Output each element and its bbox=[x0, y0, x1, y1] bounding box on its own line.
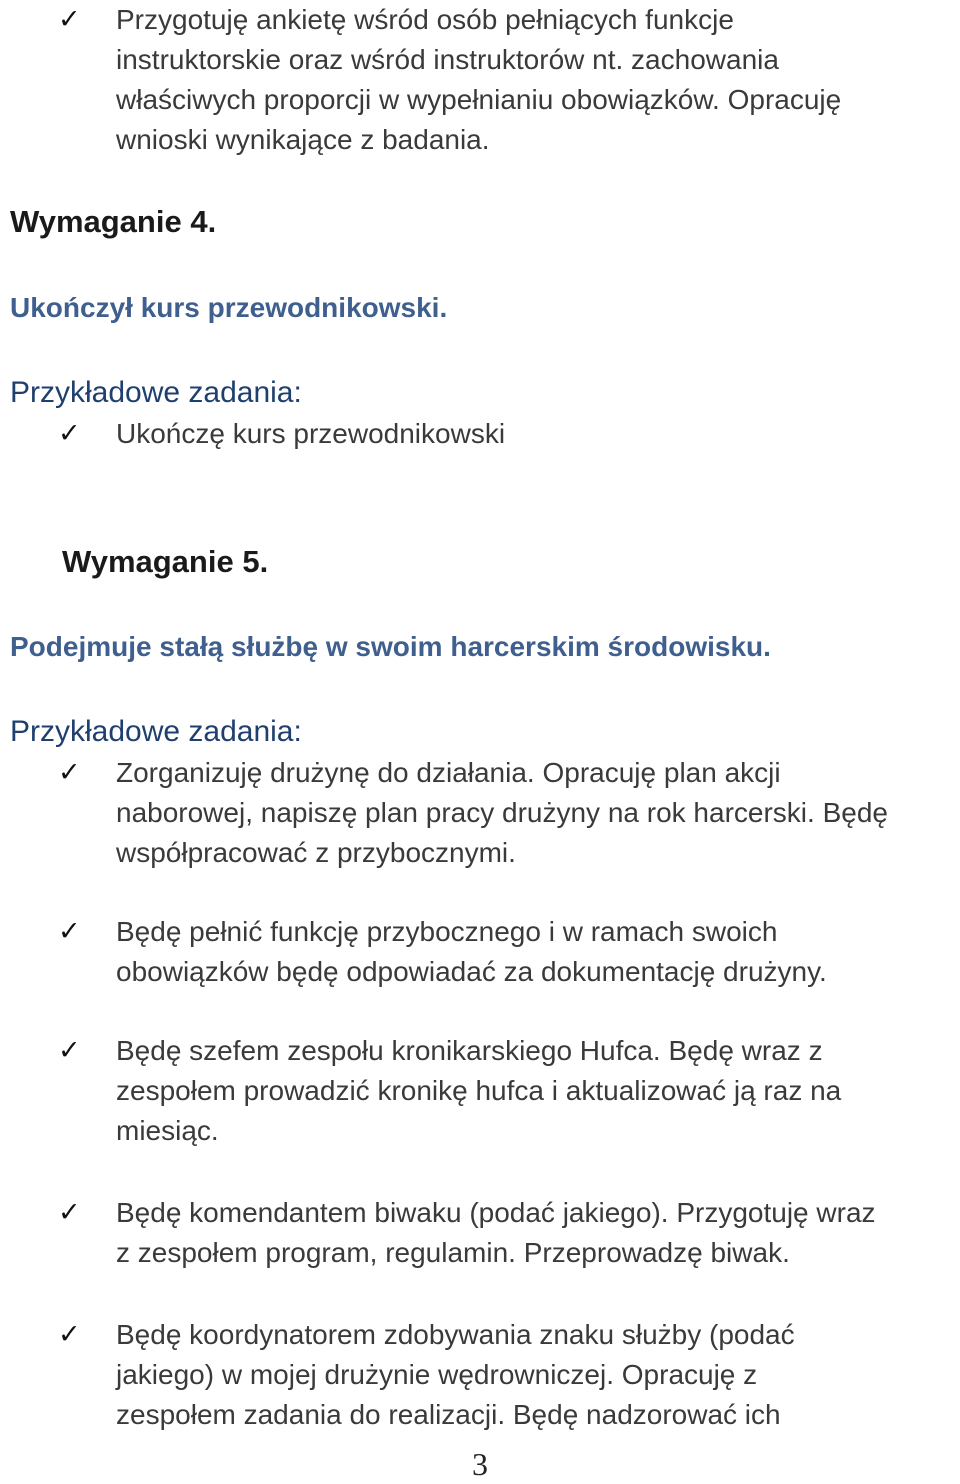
examples-label: Przykładowe zadania: bbox=[10, 376, 302, 409]
list-item-text bbox=[116, 0, 960, 160]
text-line: z zespołem program, regulamin. Przeprowadzę biwak. bbox=[116, 1237, 790, 1268]
checkmark-icon: ✓ bbox=[58, 4, 81, 35]
checkmark-icon: ✓ bbox=[58, 757, 81, 788]
text-line: zespołem prowadzić kronikę hufca i aktualizować ją raz na bbox=[116, 1075, 842, 1106]
text-line: miesiąc. bbox=[116, 1115, 219, 1146]
text-line: jakiego) w mojej drużynie wędrowniczej. Opracuję z bbox=[116, 1359, 758, 1390]
text-line: Przygotuję ankietę wśród osób pełniących funkcje bbox=[116, 4, 734, 35]
list-item-text bbox=[116, 1315, 960, 1435]
requirement-subtitle: Ukończył kurs przewodnikowski. bbox=[10, 292, 448, 323]
text-line: Ukończę kurs przewodnikowski bbox=[116, 418, 506, 449]
requirement-subtitle: Podejmuje stałą służbę w swoim harcerskim środowisku. bbox=[10, 631, 771, 662]
text-line: obowiązków będę odpowiadać za dokumentację drużyny. bbox=[116, 956, 827, 987]
text-line: Będę komendantem biwaku (podać jakiego). Przygotuję wraz bbox=[116, 1197, 876, 1228]
text-line: Będę szefem zespołu kronikarskiego Hufca. Będę wraz z bbox=[116, 1035, 823, 1066]
checkmark-icon: ✓ bbox=[58, 916, 81, 947]
list-item-text bbox=[116, 1193, 960, 1273]
list-item-text bbox=[116, 753, 960, 873]
text-line: Będę pełnić funkcję przybocznego i w ramach swoich bbox=[116, 916, 778, 947]
text-line: instruktorskie oraz wśród instruktorów nt. zachowania bbox=[116, 44, 779, 75]
checkmark-icon: ✓ bbox=[58, 418, 81, 449]
requirement-heading: Wymaganie 5. bbox=[62, 544, 269, 579]
list-item-text bbox=[116, 1031, 960, 1151]
requirement-heading: Wymaganie 4. bbox=[10, 204, 217, 239]
text-line: Będę koordynatorem zdobywania znaku służby (podać bbox=[116, 1319, 795, 1350]
text-line: naborowej, napiszę plan pracy drużyny na rok harcerski. Będę bbox=[116, 797, 888, 828]
list-item-text bbox=[116, 414, 960, 454]
checkmark-icon: ✓ bbox=[58, 1319, 81, 1350]
list-item-text bbox=[116, 912, 960, 992]
text-line: współpracować z przybocznymi. bbox=[116, 837, 516, 868]
text-line: wnioski wynikające z badania. bbox=[116, 124, 490, 155]
text-line: właściwych proporcji w wypełnianiu obowiązków. Opracuję bbox=[116, 84, 842, 115]
examples-label: Przykładowe zadania: bbox=[10, 715, 302, 748]
text-line: Zorganizuję drużynę do działania. Opracuję plan akcji bbox=[116, 757, 781, 788]
checkmark-icon: ✓ bbox=[58, 1035, 81, 1066]
checkmark-icon: ✓ bbox=[58, 1197, 81, 1228]
text-line: zespołem zadania do realizacji. Będę nadzorować ich bbox=[116, 1399, 781, 1430]
page-number: 3 bbox=[472, 1446, 488, 1482]
